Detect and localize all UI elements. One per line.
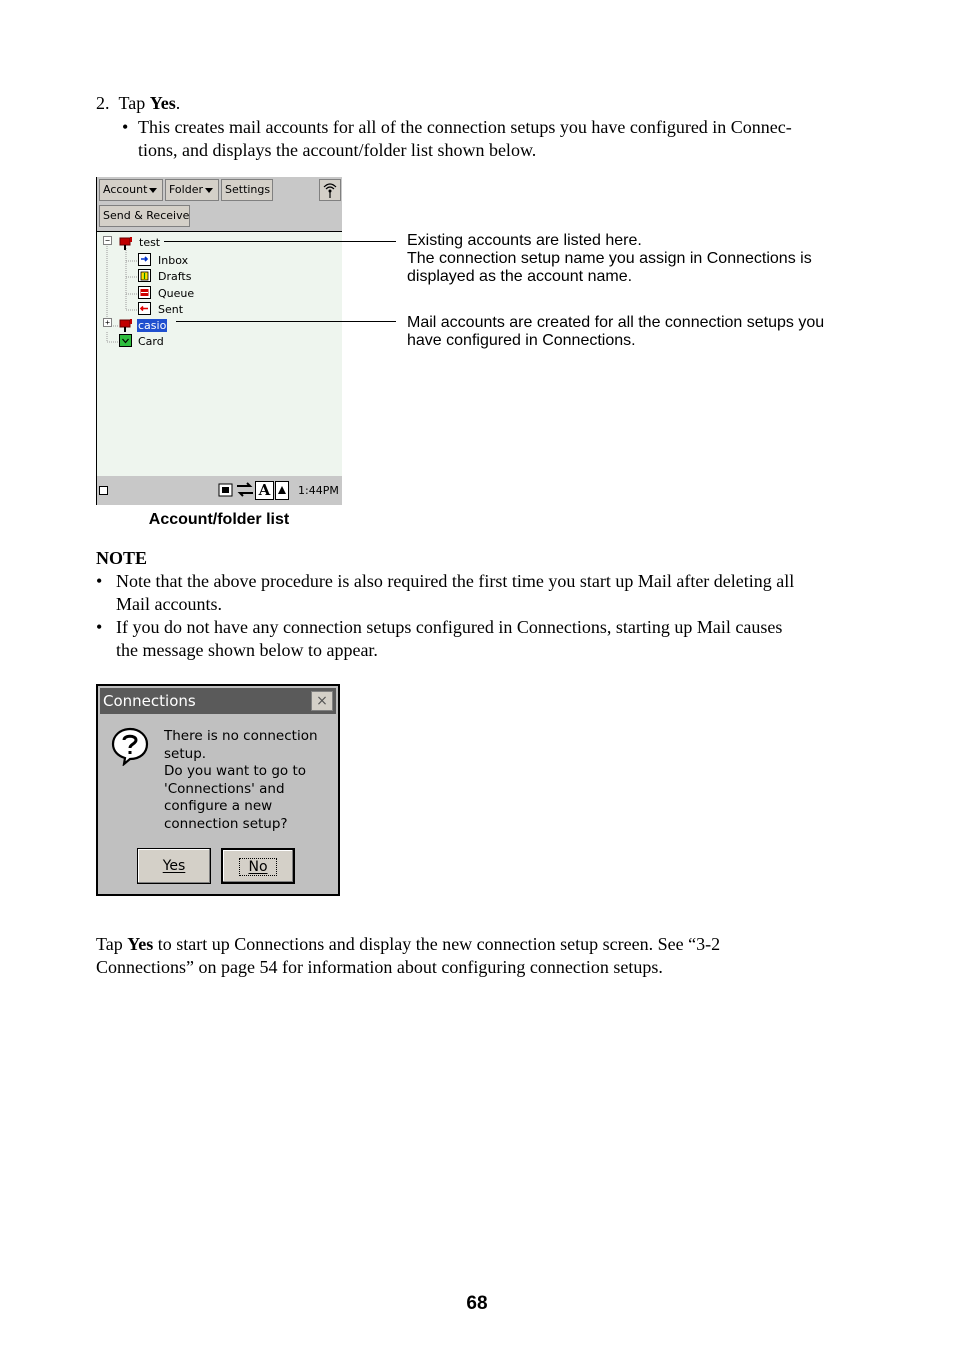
note-1-line-2: Mail accounts. [116,594,222,614]
mail-account-test-icon [118,235,134,251]
start-icon[interactable] [99,486,108,495]
account-menu-button[interactable] [99,179,163,201]
tree-lines [97,232,217,352]
folder-dropdown-icon [205,188,213,193]
tree-account-test[interactable]: test [139,236,161,249]
account-folder-list-screenshot [96,177,342,505]
no-button[interactable] [221,848,295,884]
page-number: 68 [466,1293,488,1314]
dialog-close-button[interactable]: × [311,691,333,711]
drafts-icon [138,269,151,282]
up-arrow-icon [278,486,286,494]
account-menu-label: Account [103,183,148,196]
sent-icon [138,302,151,315]
yes-button-label: Yes [162,858,186,874]
tree-sent[interactable]: Sent [158,303,184,316]
dialog-title-bar [100,688,336,714]
callout-1-line-1: Existing accounts are listed here. [407,232,642,249]
question-icon [110,726,150,766]
mail-account-casio-icon [118,317,134,333]
callout-1-line-2: The connection setup name you assign in Connections is [407,250,812,267]
step-bullet-line-1: This creates mail accounts for all of the connection setups you have configured in Connec- [138,117,792,137]
closing-text-before: Tap [96,934,128,954]
step-text-before: Tap [118,93,150,113]
step-bullet-line-2: tions, and displays the account/folder list shown below. [138,140,537,160]
dialog-title: Connections [103,692,196,710]
send-receive-button[interactable]: Send & Receive [99,205,190,227]
folder-menu-label: Folder [169,183,203,196]
step-text-after: . [175,93,181,113]
input-panel-button[interactable] [275,481,289,500]
settings-menu-button[interactable]: Settings [221,179,273,201]
card-icon [119,334,132,347]
note-2-line-1: If you do not have any connection setups configured in Connections, starting up Mail causes [116,617,783,637]
closing-text-after: to start up Connections and display the new connection setup screen. See “3-2 [153,934,721,954]
callout-line-accounts [164,241,396,242]
tree-account-casio[interactable] [137,319,167,333]
closing-line-2: Connections” on page 54 for information about configuring connection setups. [96,957,663,977]
connection-status-button[interactable] [319,179,341,201]
note-bullet-2: • [96,617,103,637]
yes-button[interactable] [137,848,211,884]
folder-menu-button[interactable] [165,179,219,201]
folder-tree [97,231,342,476]
collapse-test-toggle[interactable]: − [103,236,112,245]
no-button-label: No [240,859,275,875]
expand-casio-toggle[interactable]: + [103,318,112,327]
callout-accounts [407,232,812,286]
note-bullet-1: • [96,571,103,591]
closing-line-1 [96,933,720,956]
step-2-line [96,92,180,115]
note-heading: NOTE [96,548,148,568]
callout-2-line-1: Mail accounts are created for all the connection setups you [407,314,825,331]
callout-2-line-2: have configured in Connections. [407,332,636,349]
dialog-message: There is no connection setup. Do you want to go to 'Connections' and configure a new connection setup? [164,728,318,832]
sync-icon[interactable] [236,482,254,498]
queue-icon [138,286,151,299]
step-yes-bold: Yes [149,93,176,113]
step-bullet: • [122,117,129,137]
inbox-icon [138,253,151,266]
note-2-line-2: the message shown below to appear. [116,640,378,660]
clock: 1:44PM [298,484,339,497]
tree-card[interactable]: Card [138,335,164,348]
antenna-icon [320,180,340,200]
taskbar [97,476,342,505]
tree-account-casio-label: casio [138,319,167,332]
closing-yes-bold: Yes [127,934,154,954]
account-dropdown-icon [149,188,157,193]
step-number: 2. [96,93,110,113]
tree-drafts[interactable]: Drafts [158,270,192,283]
keyboard-icon[interactable] [218,482,234,498]
input-mode-indicator[interactable]: A [255,481,274,500]
callout-1-line-3: displayed as the account name. [407,268,633,285]
callout-mail-accounts [407,314,824,350]
connections-dialog-screenshot [96,684,340,896]
tree-queue[interactable]: Queue [158,287,195,300]
screenshot-caption: Account/folder list [148,511,290,528]
note-1-line-1: Note that the above procedure is also required the first time you start up Mail after deleting all [116,571,795,591]
tree-inbox[interactable]: Inbox [158,254,189,267]
callout-line-mail-accounts [176,321,396,322]
